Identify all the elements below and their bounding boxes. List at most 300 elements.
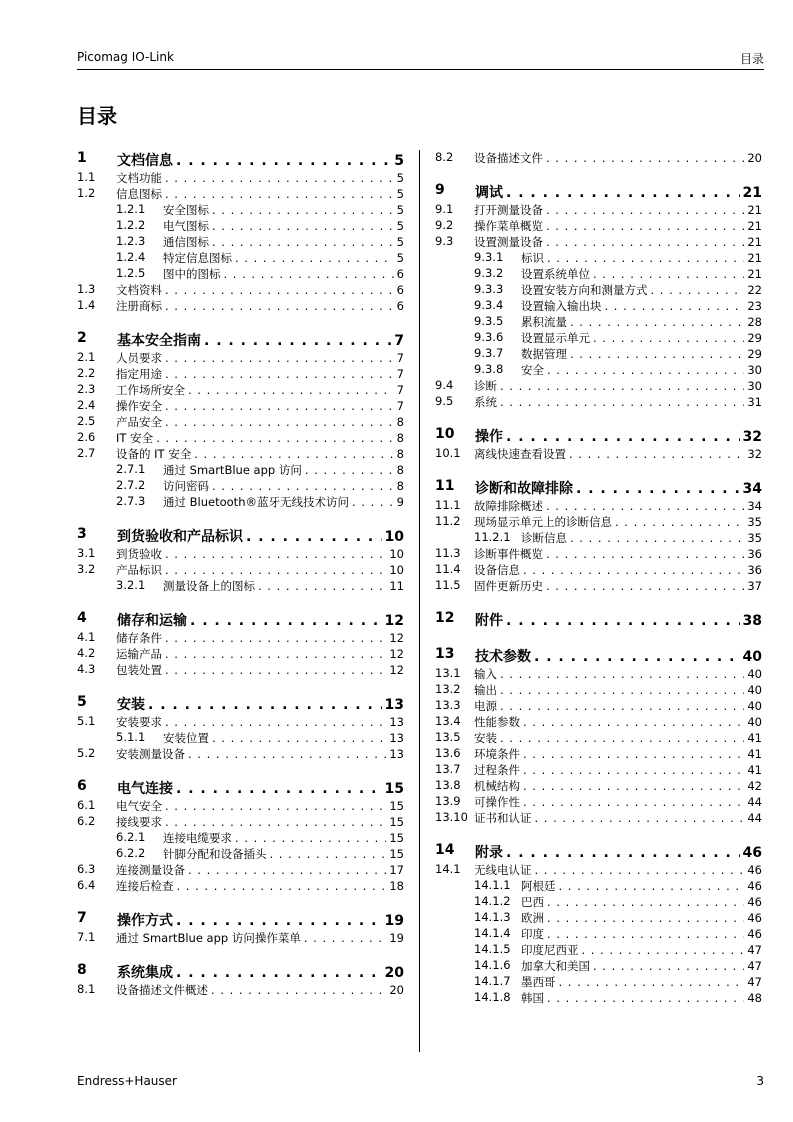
toc-entry[interactable] (77, 798, 404, 814)
toc-entry[interactable] (435, 298, 762, 314)
toc-entry-number: 13.4 (435, 714, 461, 728)
toc-entry-title: 电源 (474, 699, 497, 713)
toc-entry-page: 20 (389, 983, 404, 997)
toc-entry[interactable] (77, 398, 404, 414)
toc-entry[interactable] (435, 894, 762, 910)
toc-entry[interactable] (435, 266, 762, 282)
toc-entry-title: 图中的图标 (163, 267, 221, 281)
toc-entry[interactable] (435, 778, 762, 794)
section-spacer (77, 594, 404, 610)
toc-entry-page: 15 (389, 847, 404, 861)
dot-leader (165, 283, 394, 297)
toc-entry[interactable] (77, 494, 404, 510)
toc-entry-page: 8 (396, 431, 404, 445)
toc-entry-line (474, 666, 762, 682)
toc-entry-line (474, 578, 762, 594)
toc-entry[interactable] (435, 578, 762, 594)
toc-entry[interactable] (77, 930, 404, 946)
toc-entry[interactable] (435, 514, 762, 530)
toc-entry[interactable] (77, 234, 404, 250)
toc-entry-number: 12 (435, 610, 455, 626)
toc-entry[interactable] (435, 762, 762, 778)
toc-entry-page: 38 (742, 613, 762, 629)
toc-entry-number: 9 (435, 182, 445, 198)
toc-entry[interactable] (77, 250, 404, 266)
toc-entry-line (521, 330, 762, 346)
toc-entry-number: 3 (77, 526, 87, 542)
toc-entry-number: 9.4 (435, 378, 454, 392)
toc-entry[interactable] (435, 794, 762, 810)
toc-entry[interactable] (77, 266, 404, 282)
dot-leader (165, 631, 386, 645)
toc-section-entry[interactable] (77, 610, 404, 630)
toc-entry-title: 韩国 (521, 991, 544, 1005)
toc-entry[interactable] (77, 218, 404, 234)
toc-entry-page: 5 (396, 235, 404, 249)
toc-entry[interactable] (77, 846, 404, 862)
toc-entry-number: 13.1 (435, 666, 461, 680)
toc-entry-line (116, 546, 404, 562)
toc-entry[interactable] (435, 498, 762, 514)
toc-entry-page: 30 (747, 379, 762, 393)
toc-entry[interactable] (77, 202, 404, 218)
toc-entry-number: 9.3.8 (474, 362, 504, 376)
toc-entry[interactable] (77, 298, 404, 314)
toc-entry[interactable] (77, 746, 404, 762)
toc-entry-number: 9.5 (435, 394, 454, 408)
dot-leader (235, 251, 394, 265)
toc-entry-title: 电气连接 (117, 781, 173, 797)
toc-entry-page: 15 (384, 781, 404, 797)
toc-entry-page: 8 (396, 463, 404, 477)
dot-leader (212, 731, 386, 745)
toc-entry-line (475, 478, 762, 498)
footer-brand: Endress+Hauser (77, 1074, 177, 1088)
toc-section-entry[interactable] (435, 646, 762, 666)
toc-entry-title: 设置输入输出块 (521, 299, 602, 313)
toc-entry[interactable] (435, 714, 762, 730)
toc-entry-number: 11.2.1 (474, 530, 511, 544)
toc-entry-title: 技术参数 (475, 649, 531, 665)
toc-entry-page: 21 (747, 203, 762, 217)
toc-entry[interactable] (435, 282, 762, 298)
toc-entry-page: 30 (747, 363, 762, 377)
toc-entry-number: 14.1.2 (474, 894, 511, 908)
toc-entry[interactable] (435, 394, 762, 410)
toc-entry-line (163, 494, 404, 510)
toc-entry-number: 6.2.2 (116, 846, 146, 860)
toc-entry[interactable] (77, 630, 404, 646)
toc-entry-number: 8.2 (435, 150, 454, 164)
toc-entry[interactable] (435, 990, 762, 1006)
dot-leader (305, 463, 394, 477)
toc-entry-page: 7 (394, 333, 404, 349)
toc-entry[interactable] (77, 430, 404, 446)
dot-leader (165, 187, 394, 201)
dot-leader (605, 299, 745, 313)
section-spacer (435, 826, 762, 842)
dot-leader (165, 171, 394, 185)
toc-entry-page: 10 (389, 547, 404, 561)
toc-entry-line (475, 182, 762, 202)
toc-entry-line (474, 150, 762, 166)
toc-entry-line (474, 730, 762, 746)
toc-entry[interactable] (77, 646, 404, 662)
toc-section-entry[interactable] (435, 610, 762, 630)
toc-entry-title: 电气安全 (116, 799, 162, 813)
toc-entry-number: 9.3.7 (474, 346, 504, 360)
toc-entry-page: 18 (389, 879, 404, 893)
toc-entry[interactable] (435, 218, 762, 234)
toc-entry-page: 15 (389, 815, 404, 829)
toc-entry-number: 9.3.4 (474, 298, 504, 312)
toc-entry[interactable] (77, 878, 404, 894)
running-header (77, 50, 764, 68)
toc-entry-title: 产品安全 (116, 415, 162, 429)
toc-entry[interactable] (77, 662, 404, 678)
toc-entry-title: 设备描述文件 (474, 151, 543, 165)
toc-entry-title: 印度尼西亚 (521, 943, 579, 957)
toc-entry[interactable] (435, 746, 762, 762)
dot-leader (194, 447, 393, 461)
toc-entry-page: 41 (747, 763, 762, 777)
toc-entry[interactable] (435, 562, 762, 578)
dot-leader (188, 383, 394, 397)
toc-entry-number: 13.6 (435, 746, 461, 760)
toc-entry-line (116, 414, 404, 430)
toc-entry[interactable] (77, 366, 404, 382)
toc-entry-title: 安全 (521, 363, 544, 377)
dot-leader (500, 379, 744, 393)
toc-section-entry[interactable] (435, 478, 762, 498)
toc-entry-line (474, 698, 762, 714)
toc-entry-number: 6.1 (77, 798, 96, 812)
toc-entry-title: 加拿大和美国 (521, 959, 590, 973)
dot-leader (546, 203, 744, 217)
toc-entry[interactable] (435, 878, 762, 894)
toc-entry-title: 通信图标 (163, 235, 209, 249)
toc-entry-line (521, 974, 762, 990)
toc-entry-page: 28 (747, 315, 762, 329)
toc-entry[interactable] (435, 862, 762, 878)
toc-entry[interactable] (77, 730, 404, 746)
toc-section-entry[interactable] (435, 182, 762, 202)
toc-entry-number: 6 (77, 778, 87, 794)
toc-entry[interactable] (77, 862, 404, 878)
toc-entry-title: 通过 SmartBlue app 访问 (163, 463, 302, 477)
toc-entry-number: 4 (77, 610, 87, 626)
toc-entry-line (521, 362, 762, 378)
toc-entry[interactable] (435, 942, 762, 958)
toc-entry-line (474, 778, 762, 794)
toc-entry-number: 1.2.3 (116, 234, 146, 248)
toc-entry-number: 5 (77, 694, 87, 710)
toc-entry-page: 41 (747, 747, 762, 761)
toc-section-entry[interactable] (435, 842, 762, 862)
toc-entry[interactable] (77, 350, 404, 366)
toc-entry-number: 2.3 (77, 382, 96, 396)
dot-leader (212, 203, 394, 217)
toc-entry-number: 11.3 (435, 546, 461, 560)
toc-entry-line (163, 234, 404, 250)
dot-leader (547, 991, 744, 1005)
toc-entry[interactable] (77, 814, 404, 830)
toc-right-column (435, 150, 762, 1006)
toc-section-entry[interactable] (77, 962, 404, 982)
toc-entry-line (163, 202, 404, 218)
toc-entry-page: 10 (384, 529, 404, 545)
toc-entry[interactable] (435, 250, 762, 266)
toc-entry-title: 设置安装方向和测量方式 (521, 283, 648, 297)
toc-entry-line (474, 762, 762, 778)
toc-entry-page: 20 (747, 151, 762, 165)
toc-entry-line (475, 646, 762, 666)
toc-entry-page: 5 (396, 187, 404, 201)
toc-entry-title: 到货验收和产品标识 (117, 529, 243, 545)
toc-entry[interactable] (435, 730, 762, 746)
toc-entry[interactable] (77, 546, 404, 562)
toc-entry[interactable] (435, 346, 762, 362)
dot-leader (352, 495, 394, 509)
toc-entry[interactable] (77, 478, 404, 494)
toc-entry-number: 1.2.1 (116, 202, 146, 216)
toc-entry-line (521, 530, 762, 546)
toc-entry-number: 14.1.4 (474, 926, 511, 940)
toc-entry-page: 46 (747, 879, 762, 893)
toc-entry-title: 固件更新历史 (474, 579, 543, 593)
toc-entry-title: 电气图标 (163, 219, 209, 233)
toc-entry-line (116, 814, 404, 830)
toc-entry-page: 8 (396, 447, 404, 461)
toc-entry[interactable] (435, 546, 762, 562)
toc-entry-page: 5 (396, 203, 404, 217)
toc-section-entry[interactable] (77, 778, 404, 798)
toc-entry[interactable] (77, 830, 404, 846)
dot-leader (546, 547, 744, 561)
toc-entry-title: 设备信息 (474, 563, 520, 577)
toc-entry-page: 46 (742, 845, 762, 861)
toc-section-entry[interactable] (77, 694, 404, 714)
toc-entry[interactable] (435, 234, 762, 250)
dot-leader (582, 943, 745, 957)
toc-entry-page: 47 (747, 975, 762, 989)
toc-entry-page: 29 (747, 347, 762, 361)
toc-entry[interactable] (435, 666, 762, 682)
dot-leader (569, 447, 744, 461)
toc-entry[interactable] (435, 378, 762, 394)
toc-entry-number: 14.1.6 (474, 958, 511, 972)
toc-entry-page: 17 (389, 863, 404, 877)
toc-entry-line (116, 350, 404, 366)
toc-entry[interactable] (77, 170, 404, 186)
toc-entry[interactable] (435, 810, 762, 826)
toc-entry[interactable] (435, 926, 762, 942)
toc-entry[interactable] (77, 446, 404, 462)
toc-entry-title: 安装要求 (116, 715, 162, 729)
toc-entry-page: 21 (742, 185, 762, 201)
toc-entry-title: 设备描述文件概述 (116, 983, 208, 997)
toc-entry-page: 7 (396, 351, 404, 365)
toc-entry-line (474, 394, 762, 410)
dot-leader (547, 363, 744, 377)
toc-entry[interactable] (435, 150, 762, 166)
toc-entry-number: 14.1.7 (474, 974, 511, 988)
toc-entry[interactable] (77, 578, 404, 594)
toc-entry-title: 环境条件 (474, 747, 520, 761)
toc-entry[interactable] (77, 186, 404, 202)
toc-entry[interactable] (435, 314, 762, 330)
dot-leader (500, 667, 744, 681)
toc-entry[interactable] (435, 446, 762, 462)
toc-entry-line (163, 250, 404, 266)
dot-leader (176, 913, 382, 929)
toc-entry-page: 13 (389, 731, 404, 745)
section-spacer (77, 894, 404, 910)
toc-entry-title: 特定信息图标 (163, 251, 232, 265)
toc-entry[interactable] (77, 462, 404, 478)
toc-entry-number: 7.1 (77, 930, 96, 944)
toc-entry-title: 文档功能 (116, 171, 162, 185)
header-product-name: Picomag IO-Link (77, 50, 174, 64)
toc-entry-page: 6 (396, 267, 404, 281)
toc-section-entry[interactable] (77, 910, 404, 930)
toc-section-entry[interactable] (77, 330, 404, 350)
dot-leader (547, 251, 744, 265)
toc-entry-line (117, 150, 404, 170)
toc-entry-line (116, 630, 404, 646)
toc-entry-line (521, 910, 762, 926)
toc-entry[interactable] (435, 682, 762, 698)
toc-entry[interactable] (77, 282, 404, 298)
toc-entry-title: 机械结构 (474, 779, 520, 793)
toc-entry-number: 1.1 (77, 170, 96, 184)
toc-entry-title: 文档资料 (116, 283, 162, 297)
toc-entry-title: 连接测量设备 (116, 863, 185, 877)
toc-entry-line (474, 746, 762, 762)
toc-entry-title: 数据管理 (521, 347, 567, 361)
toc-entry-title: 安装位置 (163, 731, 209, 745)
toc-entry[interactable] (435, 202, 762, 218)
toc-entry[interactable] (435, 362, 762, 378)
toc-entry-page: 19 (389, 931, 404, 945)
toc-entry[interactable] (435, 530, 762, 546)
toc-entry-number: 2.4 (77, 398, 96, 412)
toc-entry-page: 21 (747, 219, 762, 233)
toc-entry-number: 9.3.1 (474, 250, 504, 264)
toc-entry-line (474, 546, 762, 562)
dot-leader (224, 267, 394, 281)
dot-leader (576, 481, 740, 497)
dot-leader (546, 151, 744, 165)
toc-entry-page: 32 (747, 447, 762, 461)
toc-entry-title: 巴西 (521, 895, 544, 909)
toc-entry[interactable] (435, 958, 762, 974)
toc-entry-number: 9.1 (435, 202, 454, 216)
toc-entry-page: 40 (747, 715, 762, 729)
toc-entry-line (117, 910, 404, 930)
dot-leader (593, 267, 744, 281)
section-spacer (77, 314, 404, 330)
toc-entry-number: 3.2 (77, 562, 96, 576)
dot-leader (506, 429, 740, 445)
toc-entry-line (117, 962, 404, 982)
toc-entry[interactable] (435, 910, 762, 926)
toc-entry-line (116, 170, 404, 186)
toc-entry-page: 5 (396, 219, 404, 233)
dot-leader (547, 927, 744, 941)
dot-leader (523, 747, 744, 761)
toc-entry-line (163, 578, 404, 594)
toc-entry-page: 23 (747, 299, 762, 313)
toc-entry-page: 48 (747, 991, 762, 1005)
toc-entry-line (475, 610, 762, 630)
toc-entry-title: 设置显示单元 (521, 331, 590, 345)
toc-entry-page: 40 (747, 667, 762, 681)
toc-entry-line (116, 798, 404, 814)
toc-entry-page: 12 (389, 663, 404, 677)
section-spacer (77, 678, 404, 694)
toc-entry[interactable] (77, 562, 404, 578)
dot-leader (500, 683, 744, 697)
toc-section-entry[interactable] (77, 526, 404, 546)
toc-entry-number: 2.7 (77, 446, 96, 460)
toc-section-entry[interactable] (77, 150, 404, 170)
toc-section-entry[interactable] (435, 426, 762, 446)
dot-leader (546, 235, 744, 249)
dot-leader (165, 647, 386, 661)
toc-entry[interactable] (77, 714, 404, 730)
toc-entry-number: 9.3 (435, 234, 454, 248)
dot-leader (500, 395, 744, 409)
toc-entry-page: 21 (747, 267, 762, 281)
toc-entry[interactable] (77, 382, 404, 398)
toc-entry-line (521, 958, 762, 974)
toc-entry[interactable] (435, 974, 762, 990)
toc-entry-number: 2.6 (77, 430, 96, 444)
toc-entry-title: 阿根廷 (521, 879, 556, 893)
toc-entry[interactable] (77, 982, 404, 998)
toc-entry-page: 13 (384, 697, 404, 713)
toc-entry-page: 40 (742, 649, 762, 665)
toc-entry-title: 操作安全 (116, 399, 162, 413)
toc-entry-number: 10.1 (435, 446, 461, 460)
toc-entry-line (116, 662, 404, 678)
toc-entry-line (474, 202, 762, 218)
dot-leader (212, 479, 394, 493)
toc-entry-title: 系统 (474, 395, 497, 409)
dot-leader (547, 911, 744, 925)
toc-entry-title: 操作方式 (117, 913, 173, 929)
toc-entry-page: 35 (747, 515, 762, 529)
section-spacer (435, 410, 762, 426)
dot-leader (570, 531, 744, 545)
toc-entry-title: 墨西哥 (521, 975, 556, 989)
dot-leader (559, 975, 745, 989)
toc-entry[interactable] (435, 698, 762, 714)
dot-leader (615, 515, 744, 529)
toc-entry-number: 8 (77, 962, 87, 978)
toc-entry[interactable] (435, 330, 762, 346)
toc-entry-page: 31 (747, 395, 762, 409)
toc-entry[interactable] (77, 414, 404, 430)
toc-entry-line (116, 746, 404, 762)
toc-entry-page: 37 (747, 579, 762, 593)
toc-entry-page: 9 (396, 495, 404, 509)
toc-entry-page: 20 (384, 965, 404, 981)
dot-leader (546, 499, 744, 513)
toc-entry-page: 35 (747, 531, 762, 545)
toc-entry-line (521, 942, 762, 958)
